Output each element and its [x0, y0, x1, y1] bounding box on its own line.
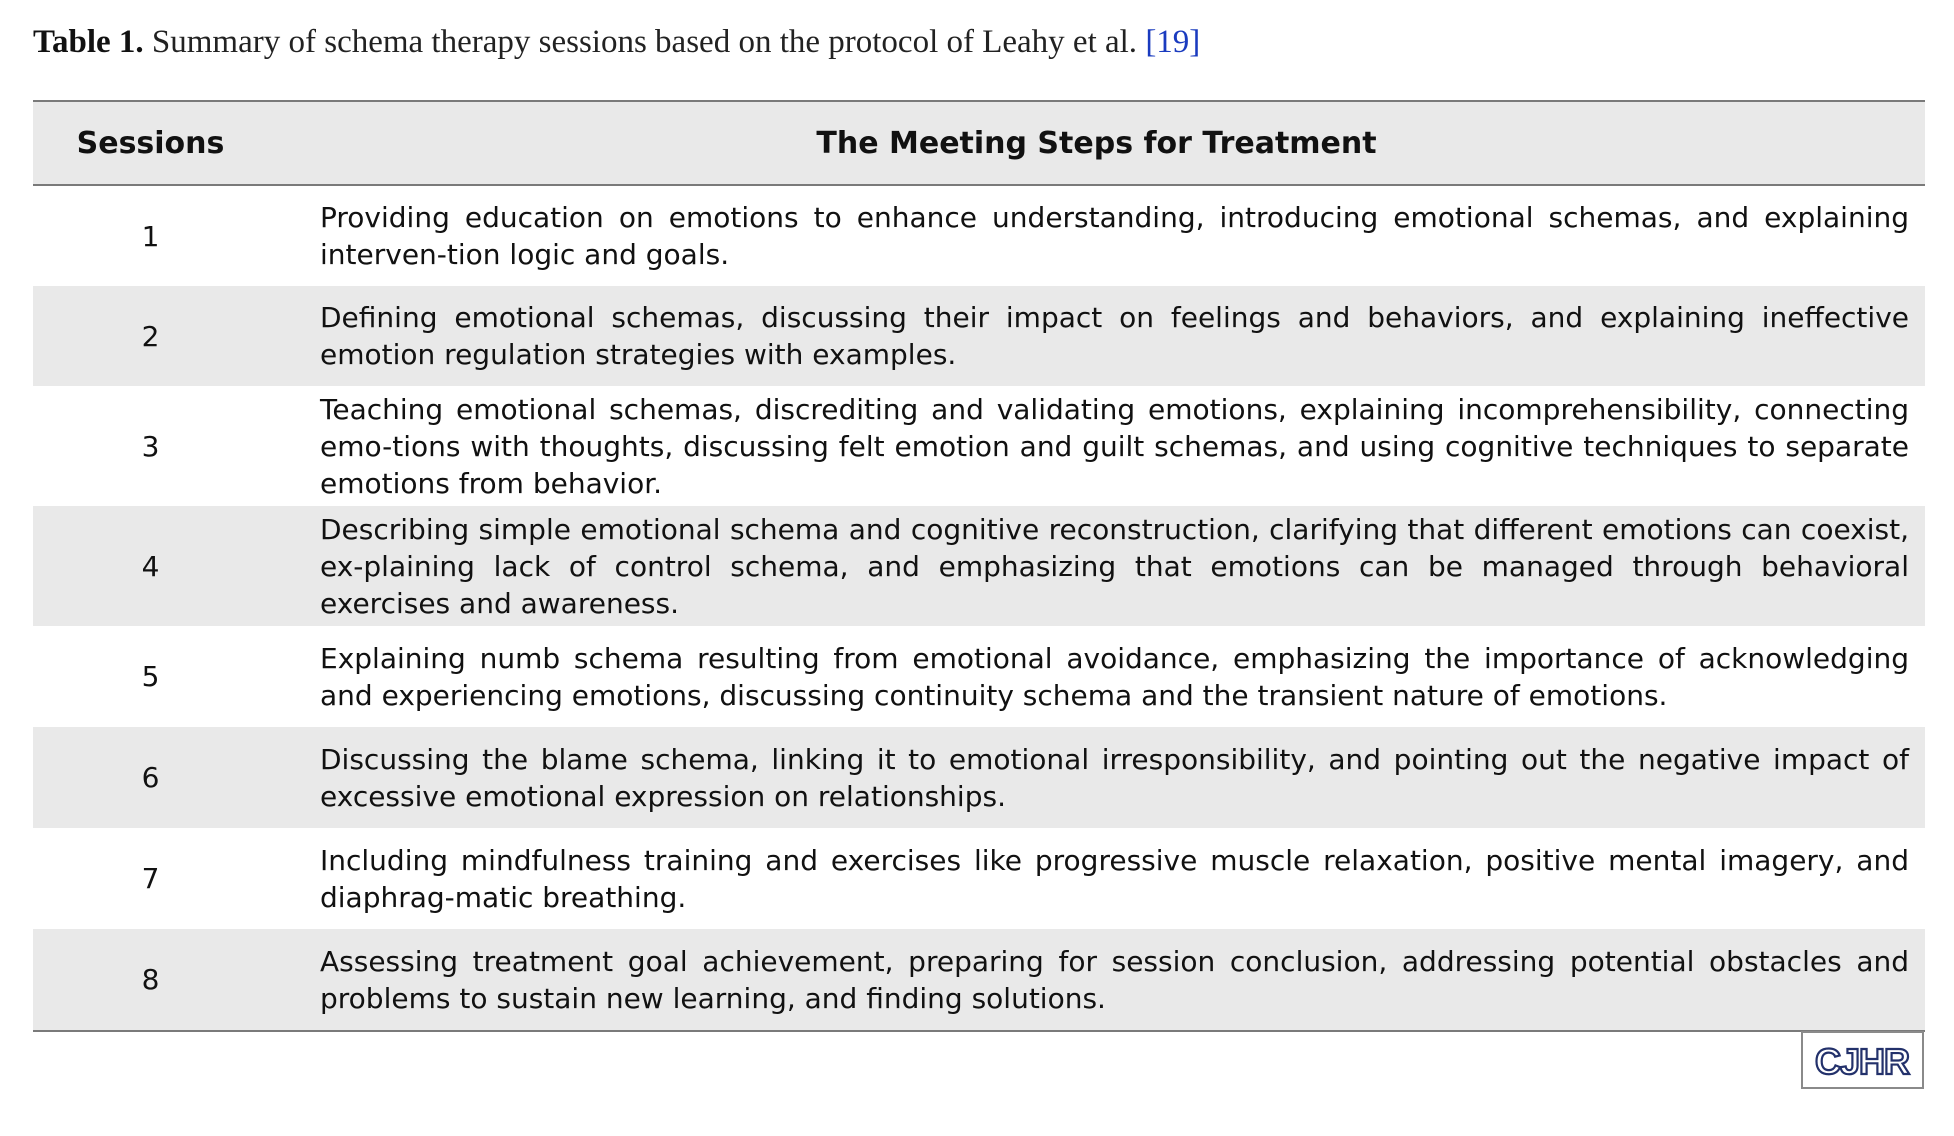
session-steps: Explaining numb schema resulting from emotional avoidance, emphasizing the importance of acknowledging and experiencing emotions, discussing continuity schema and the transient nature of emotions. [320, 641, 1909, 712]
session-number: 2 [141, 319, 160, 353]
table-row [33, 386, 1925, 506]
sessions-table [33, 100, 1925, 1032]
session-number: 3 [141, 429, 160, 463]
logo-text: CJHR [1814, 1041, 1910, 1082]
table-row [33, 626, 1925, 727]
session-number: 6 [141, 761, 160, 794]
session-number: 5 [141, 660, 160, 693]
caption-text: Summary of schema therapy sessions based on the protocol of Leahy et al. [143, 24, 1146, 60]
session-number: 1 [141, 219, 160, 253]
table-row [33, 506, 1925, 626]
session-steps: Describing simple emotional schema and cognitive reconstruction, clarifying that different emotions can coexist, ex-plaining lack of control schema, and emphasizing that emotions can be managed through behavioral exercises and awareness. [320, 512, 1909, 620]
journal-logo [1801, 1031, 1924, 1089]
session-number: 4 [141, 549, 160, 583]
session-number: 8 [141, 963, 160, 996]
session-steps: Including mindfulness training and exercises like progressive muscle relaxation, positive mental imagery, and diaphrag-matic breathing. [320, 843, 1909, 914]
table-row [33, 727, 1925, 828]
session-steps: Assessing treatment goal achievement, preparing for session conclusion, addressing potential obstacles and problems to sustain new learning, and finding solutions. [320, 944, 1909, 1015]
table-header-row [33, 102, 1925, 186]
table-row [33, 186, 1925, 286]
session-steps: Defining emotional schemas, discussing their impact on feelings and behaviors, and explaining ineffective emotion regulation strategies with examples. [320, 301, 1909, 371]
table-caption [33, 24, 1200, 61]
caption-reference-link[interactable]: [19] [1145, 24, 1201, 60]
table-row [33, 286, 1925, 386]
cjhr-logo-icon [1805, 1035, 1920, 1085]
caption-label: Table 1. [33, 24, 144, 60]
session-steps: Discussing the blame schema, linking it to emotional irresponsibility, and pointing out the negative impact of excessive emotional expression on relationships. [320, 742, 1909, 813]
table-row [33, 828, 1925, 929]
table-row [33, 929, 1925, 1030]
session-steps: Teaching emotional schemas, discrediting and validating emotions, explaining incomprehensibility, connecting emo-tions with thoughts, discussing felt emotion and guilt schemas, and using cognitive techniques to separate emotions from behavior. [320, 392, 1909, 500]
session-number: 7 [141, 862, 160, 895]
header-sessions: Sessions [76, 125, 225, 161]
session-steps: Providing education on emotions to enhance understanding, introducing emotional schemas, and explaining interven-tion logic and goals. [320, 201, 1909, 271]
header-meeting-steps: The Meeting Steps for Treatment [816, 125, 1377, 161]
